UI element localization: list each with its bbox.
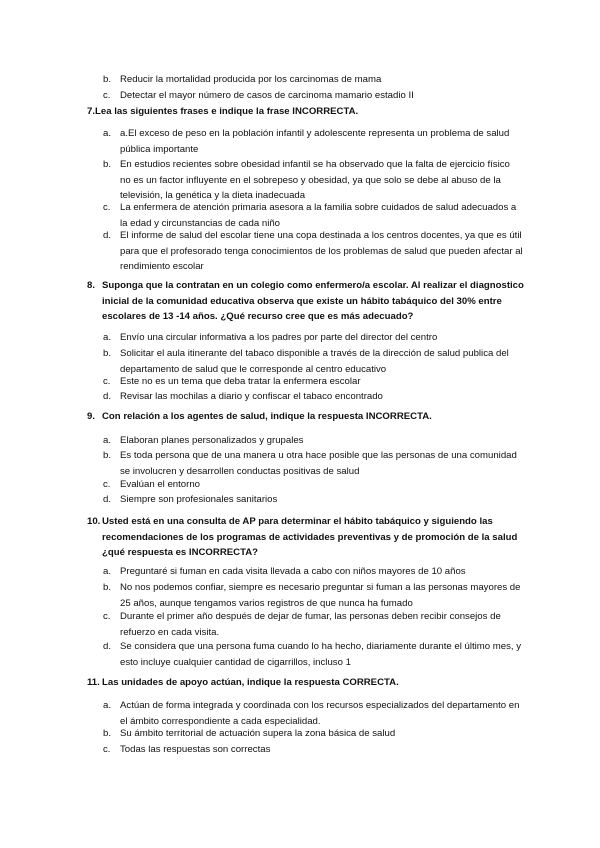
q7-option-a: a. a.El exceso de peso en la población infantil y adolescente representa un problema de salud pública importante — [103, 128, 510, 155]
q10-option-b: b. No nos podemos confiar, siempre es necesario preguntar si fuman a las personas mayores de 25 años, aunque tengamos varios registros de que nunca ha fumado — [103, 582, 521, 609]
question-8-title: 8. Suponga que la contratan en un colegio como enfermero/a escolar. Al realizar el diagnostico inicial de la comunidad educativa observa que existe un hábito tabáquico del 30% entre escolares de 13 -14 años. ¿Qué recurso cree que es más adecuado? — [87, 280, 524, 323]
q8-option-c: c. Este no es un tema que deba tratar la enfermera escolar — [103, 376, 361, 387]
question-10-title: 10. Usted está en una consulta de AP para determinar el hábito tabáquico y siguiendo las recomendaciones de los programas de actividades preventivas y de promoción de la salud ¿qué respuesta es INCORRECTA? — [87, 516, 518, 559]
option-text: Detectar el mayor número de casos de carcinoma mamario estadio II — [120, 90, 414, 101]
q9-option-c: c. Evalúan el entorno — [103, 479, 201, 490]
q7-option-d: d. El informe de salud del escolar tiene una copa destinada a los centros docentes, ya que es útil para que el profesorado tenga conocimientos de los problemas de salud que pueden afectar al rendimiento escolar — [103, 230, 523, 273]
option-c — [103, 88, 523, 104]
q7-option-b: b. En estudios recientes sobre obesidad infantil se ha observado que la falta de ejercicio físico no es un factor influyente en el sobrepeso y obesidad, ya que solo se debe al abuso de la televisión, la genética y la dieta inadecuada — [103, 159, 510, 202]
q11-option-c: c. Todas las respuestas son correctas — [103, 744, 271, 755]
q8-option-b: b. Solicitar el aula itinerante del tabaco disponible a través de la dirección de salud publica del departamento de salud que le corresponde al centro educativo — [103, 348, 509, 375]
q9-option-d: d. Siempre son profesionales sanitarios — [103, 494, 278, 505]
q11-option-b: b. Su ámbito territorial de actuación supera la zona básica de salud — [103, 728, 396, 739]
q10-option-d: d. Se considera que una persona fuma cuando lo ha hecho, diariamente durante el último mes, y esto incluye cualquier cantidad de cigarrillos, incluso 1 — [103, 641, 522, 668]
question-11-title: 11. Las unidades de apoyo actúan, indique la respuesta CORRECTA. — [87, 677, 399, 688]
option-label: b. — [103, 74, 112, 85]
option-label: c. — [103, 90, 111, 101]
question-7-title: 7.Lea las siguientes frases e indique la frase INCORRECTA. — [87, 106, 359, 117]
q10-option-c: c. Durante el primer año después de dejar de fumar, las personas deben recibir consejos de refuerzo en cada visita. — [103, 611, 501, 638]
q10-option-a: a. Preguntaré si fuman en cada visita llevada a cabo con niños mayores de 10 años — [103, 566, 466, 577]
q7-option-c: c. La enfermera de atención primaria asesora a la familia sobre cuidados de salud adecuados a la edad y circunstancias de cada niño — [103, 202, 517, 229]
q9-option-b: b. Es toda persona que de una manera u otra hace posible que las personas de una comunidad se involucren y desarrollen conductas positivas de salud — [103, 450, 517, 477]
option-text: Reducir la mortalidad producida por los carcinomas de mama — [120, 74, 382, 85]
q8-option-a: a. Envío una circular informativa a los padres por parte del director del centro — [103, 332, 438, 343]
option-b — [103, 72, 523, 88]
q9-option-a: a. Elaboran planes personalizados y grupales — [103, 435, 304, 446]
q8-option-d: d. Revisar las mochilas a diario y confiscar el tabaco encontrado — [103, 391, 383, 402]
q11-option-a: a. Actúan de forma integrada y coordinada con los recursos especializados del departamento en el ámbito correspondiente a cada especialidad. — [103, 700, 520, 727]
question-9-title: 9. Con relación a los agentes de salud, indique la respuesta INCORRECTA. — [87, 411, 432, 422]
